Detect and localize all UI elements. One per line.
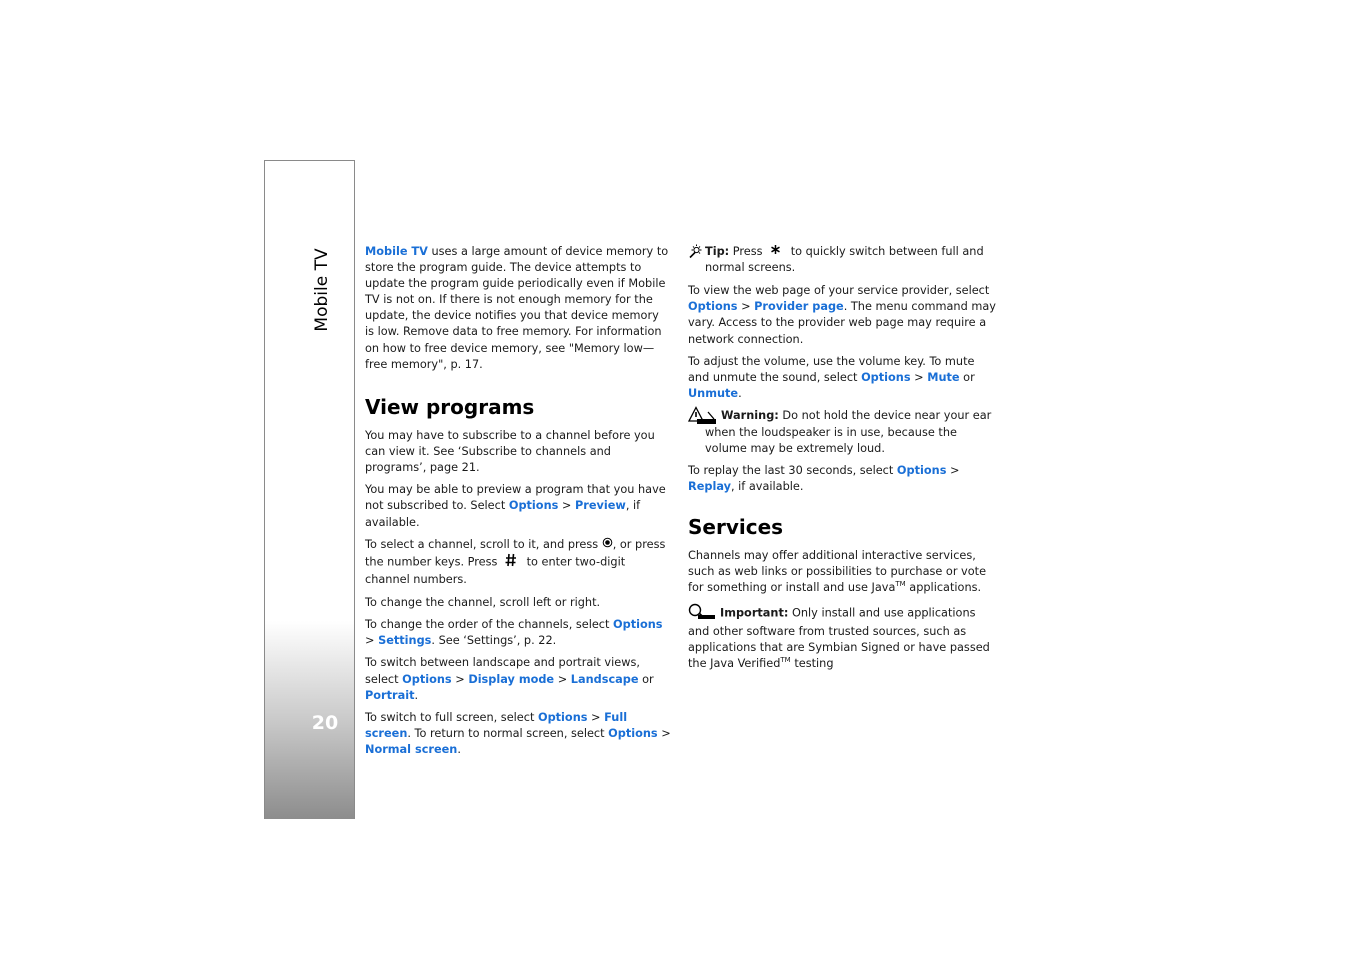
options-link[interactable]: Options	[508, 499, 559, 513]
separator: >	[554, 672, 571, 686]
preview-paragraph	[365, 482, 671, 530]
mobile-tv-link[interactable]: Mobile TV	[365, 245, 428, 258]
replay-link[interactable]: Replay	[688, 480, 731, 494]
text: You may be able to preview a program that you have not subscribed to. Select	[365, 483, 666, 513]
text: .	[738, 387, 742, 401]
select-channel-paragraph	[365, 537, 671, 588]
section-title: Mobile TV	[312, 248, 332, 332]
options-link[interactable]: Options	[402, 672, 452, 686]
options-link[interactable]: Options	[896, 464, 947, 478]
options-link[interactable]: Options	[613, 617, 663, 631]
text: testing	[790, 657, 834, 671]
text: Only install and use applications and other software from trusted sources, such as applications that are Symbian Signed or have passed the Java Verified	[688, 606, 990, 671]
options-link[interactable]: Options	[688, 300, 738, 314]
text: to quickly switch between full and normal screens.	[705, 245, 984, 275]
tip-label: Tip:	[705, 245, 730, 259]
volume-paragraph	[688, 354, 998, 402]
page-number: 20	[311, 712, 339, 734]
tip-note	[688, 244, 998, 276]
hash-key-icon	[505, 553, 517, 572]
options-link[interactable]: Options	[608, 727, 658, 741]
text: . To return to normal screen, select	[407, 727, 609, 741]
full-screen-paragraph	[365, 710, 671, 758]
warning-note	[688, 408, 998, 456]
text: Press	[729, 245, 767, 259]
text: or	[638, 672, 654, 686]
left-column	[365, 244, 671, 765]
text: , if available.	[365, 499, 641, 529]
text: To select a channel, scroll to it, and press	[365, 537, 602, 551]
settings-link[interactable]: Settings	[378, 634, 432, 648]
change-channel-paragraph: To change the channel, scroll left or right.	[365, 595, 601, 609]
replay-paragraph	[688, 463, 998, 495]
options-link[interactable]: Options	[861, 371, 911, 384]
text: To replay the last 30 seconds, select	[688, 464, 897, 478]
provider-page-paragraph	[688, 283, 998, 347]
important-icon	[688, 603, 716, 624]
important-label: Important:	[720, 606, 789, 620]
text: applications.	[905, 581, 982, 595]
separator: >	[910, 371, 928, 384]
important-note	[688, 603, 998, 672]
text: To switch to full screen, select	[365, 710, 538, 724]
landscape-link[interactable]: Landscape	[570, 672, 639, 686]
full-screen-link[interactable]: Full screen	[365, 710, 628, 741]
warning-label: Warning:	[721, 409, 779, 423]
subscribe-paragraph: You may have to subscribe to a channel before you can view it. See ‘Subscribe to channels and programs’, page 21.	[365, 428, 655, 474]
text: To adjust the volume, use the volume key. To mute and unmute the sound, select	[688, 354, 975, 384]
intro-text: uses a large amount of device memory to store the program guide. The device attempts to update the program guide periodically even if Mobile TV is not on. If there is not enough memory for the update, the device notifies you that device memory is low. Remove data to free memory. For information on how to free device memory, see "Memory low—free memory", p. 17.	[365, 245, 669, 371]
display-mode-paragraph	[365, 655, 671, 703]
text: .	[414, 688, 419, 702]
separator: >	[946, 464, 960, 478]
text: To view the web page of your service provider, select	[688, 284, 990, 298]
trademark: TM	[780, 656, 791, 665]
text: to enter two-digit channel numbers.	[365, 555, 626, 587]
mute-link[interactable]: Mute	[927, 371, 960, 384]
services-heading: Services	[688, 515, 784, 540]
separator: >	[657, 727, 671, 741]
provider-page-link[interactable]: Provider page	[754, 300, 844, 314]
lightbulb-icon	[688, 244, 703, 264]
separator: >	[587, 710, 605, 724]
warning-text: Do not hold the device near your ear when the loudspeaker is in use, because the volume may be extremely loud.	[705, 409, 992, 455]
text: To change the order of the channels, select	[365, 617, 614, 631]
view-programs-heading: View programs	[365, 394, 535, 419]
separator: >	[365, 634, 379, 648]
display-mode-link[interactable]: Display mode	[468, 672, 555, 686]
text: , if available.	[730, 480, 804, 494]
separator: >	[737, 300, 755, 314]
star-key-icon	[770, 244, 781, 260]
options-link[interactable]: Options	[537, 710, 588, 724]
trademark: TM	[895, 580, 906, 589]
preview-link[interactable]: Preview	[575, 499, 626, 513]
text: , or press the number keys. Press	[365, 537, 666, 569]
text: To switch between landscape and portrait views, select	[365, 656, 640, 686]
navi-key-icon	[602, 537, 613, 553]
text: . See ‘Settings’, p. 22.	[431, 634, 557, 648]
intro-paragraph	[365, 244, 671, 373]
services-paragraph	[688, 548, 998, 596]
portrait-link[interactable]: Portrait	[365, 688, 415, 702]
separator: >	[558, 499, 575, 513]
unmute-link[interactable]: Unmute	[688, 387, 739, 401]
normal-screen-link[interactable]: Normal screen	[365, 743, 458, 757]
warning-icon	[688, 406, 718, 431]
text: Channels may offer additional interactive services, such as web links or possibilities to purchase or vote for something or install and use Java	[688, 549, 987, 595]
right-column	[688, 244, 998, 679]
text: or	[959, 371, 975, 384]
channel-order-paragraph	[365, 617, 671, 649]
text: . The menu command may vary. Access to the provider web page may require a network connection.	[688, 300, 996, 346]
text: .	[457, 743, 461, 757]
separator: >	[451, 672, 469, 686]
